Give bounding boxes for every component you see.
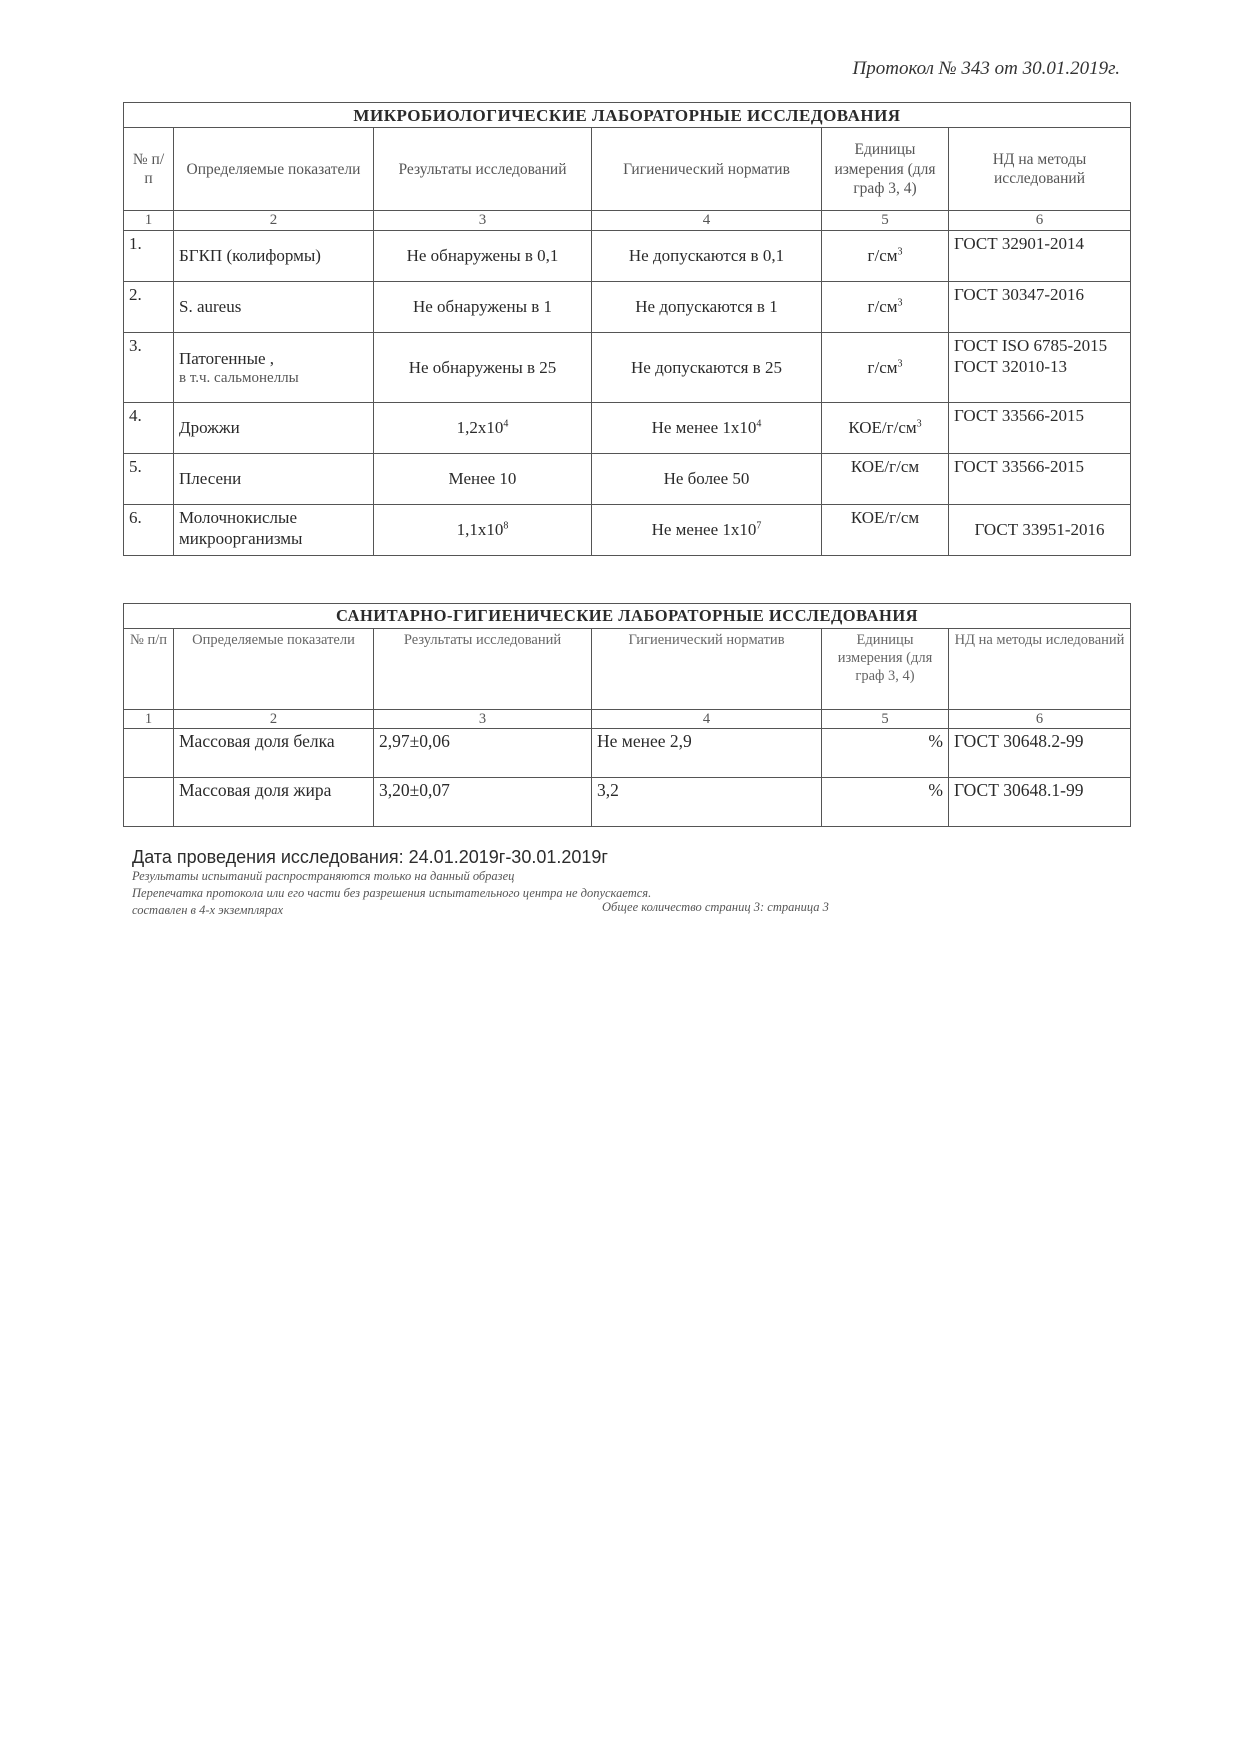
norm-value: 3,2 [592, 777, 822, 826]
norm-value: Не более 50 [663, 469, 750, 489]
row-number: 2. [124, 282, 174, 333]
unit-cell [822, 282, 949, 333]
col-header-norm: Гигиенический норматив [592, 128, 822, 211]
col-header-method: НД на методы иследований [949, 628, 1131, 709]
result-value: Не обнаружены в 1 [412, 297, 553, 317]
col-header-num: № п/п [124, 128, 174, 211]
row-number: 3. [124, 333, 174, 403]
col-header-result: Результаты исследований [374, 628, 592, 709]
result-cell [374, 454, 592, 505]
row-number: 1. [124, 231, 174, 282]
result-cell [374, 505, 592, 556]
norm-value: Не допускаются в 0,1 [628, 246, 785, 266]
unit-value: КОЕ/г/см [848, 418, 917, 438]
column-number: 5 [822, 211, 949, 231]
indicator-cell [174, 454, 374, 505]
indicator-cell [174, 403, 374, 454]
column-number-row [124, 211, 1131, 231]
result-cell [374, 403, 592, 454]
method-value: ГОСТ ISO 6785-2015 [954, 336, 1108, 355]
method-cell [949, 505, 1131, 556]
indicator-name: Патогенные , [179, 348, 275, 368]
col-header-unit: Единицы измерения (для граф 3, 4) [822, 628, 949, 709]
norm-value: Не допускаются в 25 [631, 357, 782, 377]
indicator-cell [174, 282, 374, 333]
results-note: Результаты испытаний распространяются только на данный образец [132, 869, 515, 883]
research-date: Дата проведения исследования: 24.01.2019г-30.01.2019г [132, 847, 608, 867]
norm-value: Не менее 2,9 [592, 728, 822, 777]
column-number: 4 [592, 211, 822, 231]
col-header-norm: Гигиенический норматив [592, 628, 822, 709]
method-cell [949, 231, 1131, 282]
column-number: 6 [949, 211, 1131, 231]
unit-value: г/см [867, 357, 898, 377]
method-value: ГОСТ 30648.1-99 [949, 777, 1131, 826]
norm-value: Не менее 1х10 [651, 418, 757, 438]
norm-cell [592, 231, 822, 282]
indicator-cell [174, 231, 374, 282]
unit-value: КОЕ/г/см [850, 457, 920, 476]
col-header-indicator: Определяемые показатели [174, 628, 374, 709]
column-number: 1 [124, 211, 174, 231]
footer [132, 847, 932, 919]
column-number: 5 [822, 709, 949, 728]
unit-cell [822, 403, 949, 454]
norm-cell [592, 282, 822, 333]
unit-cell [822, 505, 949, 556]
method-value: ГОСТ 33566-2015 [954, 406, 1085, 425]
table-title: МИКРОБИОЛОГИЧЕСКИЕ ЛАБОРАТОРНЫЕ ИССЛЕДОВАНИЯ [124, 103, 1131, 128]
table-row [124, 231, 1131, 282]
unit-cell [822, 333, 949, 403]
unit-exponent: 3 [897, 297, 903, 309]
column-number: 3 [374, 709, 592, 728]
reprint-note: Перепечатка протокола или его части без разрешения испытательного центра не допускается. [132, 886, 652, 900]
row-number [124, 777, 174, 826]
table-row [124, 403, 1131, 454]
norm-cell [592, 454, 822, 505]
col-header-indicator: Определяемые показатели [174, 128, 374, 211]
method-value: ГОСТ 30648.2-99 [949, 728, 1131, 777]
indicator-subname: микроорганизмы [179, 529, 303, 549]
unit-cell [822, 231, 949, 282]
result-value: 1,2х10 [456, 418, 504, 438]
indicator-name: Дрожжи [179, 418, 240, 438]
header-row [124, 128, 1131, 211]
column-number: 1 [124, 709, 174, 728]
result-value: Не обнаружены в 25 [408, 357, 557, 377]
sanitary-table [123, 603, 1131, 827]
method-cell [949, 454, 1131, 505]
table-row [124, 282, 1131, 333]
result-cell [374, 282, 592, 333]
indicator-name: Массовая доля жира [174, 777, 374, 826]
col-header-num: № п/п [124, 628, 174, 709]
indicator-name: Молочнокислые [179, 508, 298, 527]
indicator-name: Плесени [179, 469, 242, 489]
header-row [124, 628, 1131, 709]
col-header-unit: Единицы измерения (для граф 3, 4) [822, 128, 949, 211]
result-value: Не обнаружены в 0,1 [406, 246, 559, 266]
row-number: 6. [124, 505, 174, 556]
page-count: Общее количество страниц 3: страница 3 [602, 900, 829, 914]
unit-exponent: 3 [897, 246, 903, 258]
method-value: ГОСТ 32901-2014 [954, 234, 1085, 253]
norm-exponent: 7 [756, 520, 762, 532]
table-row [124, 333, 1131, 403]
unit-value: г/см [867, 297, 898, 317]
unit-cell [822, 454, 949, 505]
table-row [124, 728, 1131, 777]
unit-value: % [822, 728, 949, 777]
norm-cell [592, 505, 822, 556]
method-value: ГОСТ 30347-2016 [954, 285, 1085, 304]
norm-value: Не менее 1х10 [651, 520, 757, 540]
table-title: САНИТАРНО-ГИГИЕНИЧЕСКИЕ ЛАБОРАТОРНЫЕ ИССЛЕДОВАНИЯ [124, 604, 1131, 629]
method-value-secondary: ГОСТ 32010-13 [954, 357, 1068, 377]
norm-cell [592, 333, 822, 403]
result-value: 1,1х10 [456, 520, 504, 540]
result-value: Менее 10 [448, 469, 517, 489]
method-value: ГОСТ 33951-2016 [974, 520, 1105, 540]
row-number: 4. [124, 403, 174, 454]
column-number: 4 [592, 709, 822, 728]
method-cell [949, 282, 1131, 333]
norm-cell [592, 403, 822, 454]
table-row [124, 454, 1131, 505]
indicator-name: БГКП (колиформы) [179, 246, 321, 266]
result-cell [374, 231, 592, 282]
result-exponent: 8 [503, 520, 509, 532]
result-cell [374, 333, 592, 403]
method-cell [949, 403, 1131, 454]
indicator-name: S. aureus [179, 297, 242, 317]
method-cell [949, 333, 1131, 403]
protocol-number: Протокол № 343 от 30.01.2019г. [852, 58, 1120, 79]
column-number-row [124, 709, 1131, 728]
row-number [124, 728, 174, 777]
norm-exponent: 4 [756, 418, 762, 430]
col-header-result: Результаты исследований [374, 128, 592, 211]
unit-value: г/см [867, 246, 898, 266]
table-row [124, 777, 1131, 826]
column-number: 3 [374, 211, 592, 231]
unit-value: % [822, 777, 949, 826]
method-value: ГОСТ 33566-2015 [954, 457, 1085, 476]
column-number: 6 [949, 709, 1131, 728]
norm-value: Не допускаются в 1 [635, 297, 778, 317]
table-row [124, 505, 1131, 556]
indicator-cell [174, 333, 374, 403]
copies-note: составлен в 4-х экземплярах [132, 903, 284, 917]
result-exponent: 4 [503, 418, 509, 430]
column-number: 2 [174, 709, 374, 728]
result-value: 2,97±0,06 [374, 728, 592, 777]
unit-exponent: 3 [897, 358, 903, 370]
row-number: 5. [124, 454, 174, 505]
column-number: 2 [174, 211, 374, 231]
indicator-subname: в т.ч. сальмонеллы [179, 369, 299, 386]
unit-exponent: 3 [916, 418, 922, 430]
microbiological-table [123, 102, 1131, 556]
indicator-name: Массовая доля белка [174, 728, 374, 777]
result-value: 3,20±0,07 [374, 777, 592, 826]
unit-value: КОЕ/г/см [850, 508, 920, 527]
col-header-method: НД на методы исследований [949, 128, 1131, 211]
indicator-cell [174, 505, 374, 556]
